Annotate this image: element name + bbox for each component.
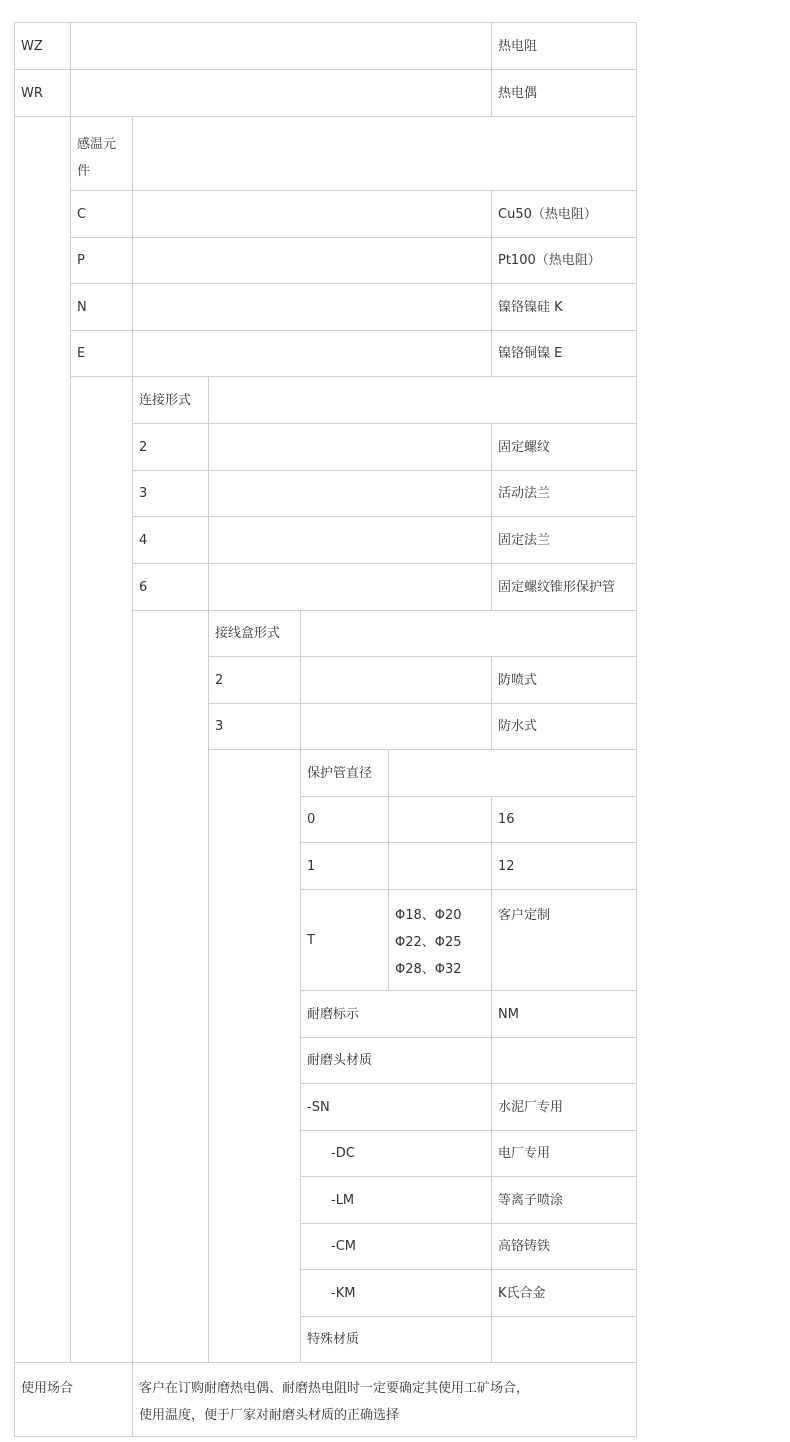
- empty-cell: [491, 1037, 636, 1083]
- junction-code: 3: [208, 703, 300, 749]
- empty-cell: [300, 703, 491, 749]
- material-desc: 高铬铸铁: [491, 1223, 636, 1269]
- indent-column: [70, 376, 132, 1362]
- connection-desc: 固定法兰: [491, 516, 636, 563]
- sensor-desc: Pt100（热电阻）: [491, 237, 636, 283]
- connection-desc: 活动法兰: [491, 470, 636, 516]
- connection-desc: 固定螺纹: [491, 423, 636, 470]
- tube-spec-list: [388, 889, 491, 990]
- material-code: -SN: [300, 1083, 491, 1130]
- empty-cell: [208, 516, 491, 563]
- empty-cell: [70, 69, 491, 116]
- desc-wr: 热电偶: [491, 69, 636, 116]
- material-code: -DC: [300, 1130, 491, 1176]
- connection-code: 2: [132, 423, 208, 470]
- empty-cell: [300, 656, 491, 703]
- empty-cell: [132, 190, 491, 237]
- tube-desc: 客户定制: [491, 889, 636, 990]
- sensor-desc: Cu50（热电阻）: [491, 190, 636, 237]
- sensor-desc: 镍铬镍硅 K: [491, 283, 636, 330]
- code-wz: WZ: [14, 22, 70, 69]
- indent-column: [14, 116, 70, 1362]
- usage-label: 使用场合: [14, 1362, 132, 1437]
- tube-desc: 16: [491, 796, 636, 842]
- material-desc: K氏合金: [491, 1269, 636, 1316]
- empty-cell: [491, 1316, 636, 1362]
- usage-text: [132, 1362, 636, 1437]
- empty-cell: [132, 116, 636, 190]
- empty-cell: [132, 237, 491, 283]
- junction-desc: 防水式: [491, 703, 636, 749]
- wear-label: 耐磨标示: [300, 990, 491, 1037]
- tube-spec: Φ28、Φ32: [395, 962, 462, 977]
- connection-desc: 固定螺纹锥形保护管: [491, 563, 636, 610]
- tube-spec: Φ22、Φ25: [395, 935, 462, 950]
- material-code: -KM: [300, 1269, 491, 1316]
- indent-column: [208, 749, 300, 1362]
- junction-code: 2: [208, 656, 300, 703]
- connection-code: 4: [132, 516, 208, 563]
- empty-cell: [388, 796, 491, 842]
- sensor-desc: 镍铬铜镍 E: [491, 330, 636, 376]
- junction-title: 接线盒形式: [208, 610, 300, 656]
- material-desc: 等离子喷涂: [491, 1176, 636, 1223]
- empty-cell: [388, 842, 491, 889]
- code-wr: WR: [14, 69, 70, 116]
- material-title: 耐磨头材质: [300, 1037, 491, 1083]
- usage-line: 使用温度，便于厂家对耐磨头材质的正确选择: [139, 1408, 400, 1423]
- empty-cell: [132, 283, 491, 330]
- sensor-code: P: [70, 237, 132, 283]
- sensor-code: N: [70, 283, 132, 330]
- sensor-code: E: [70, 330, 132, 376]
- empty-cell: [70, 22, 491, 69]
- empty-cell: [208, 423, 491, 470]
- empty-cell: [388, 749, 636, 796]
- material-code: -LM: [300, 1176, 491, 1223]
- empty-cell: [208, 563, 491, 610]
- connection-code: 3: [132, 470, 208, 516]
- sensor-code: C: [70, 190, 132, 237]
- empty-cell: [132, 330, 491, 376]
- material-code: -CM: [300, 1223, 491, 1269]
- connection-title: 连接形式: [132, 376, 208, 423]
- usage-line: 客户在订购耐磨热电偶、耐磨热电阻时一定要确定其使用工矿场合，: [139, 1381, 530, 1396]
- tube-code: T: [300, 889, 388, 990]
- empty-cell: [300, 610, 636, 656]
- tube-title: 保护管直径: [300, 749, 388, 796]
- sensor-title: 感温元件: [70, 116, 132, 190]
- tube-code: 1: [300, 842, 388, 889]
- empty-cell: [208, 470, 491, 516]
- tube-desc: 12: [491, 842, 636, 889]
- special-material: 特殊材质: [300, 1316, 491, 1362]
- empty-cell: [208, 376, 636, 423]
- table-border-right: [636, 22, 637, 1437]
- material-desc: 水泥厂专用: [491, 1083, 636, 1130]
- wear-value: NM: [491, 990, 636, 1037]
- indent-column: [132, 610, 208, 1362]
- table-border-bottom: [14, 1436, 637, 1437]
- material-desc: 电厂专用: [491, 1130, 636, 1176]
- connection-code: 6: [132, 563, 208, 610]
- tube-spec: Φ18、Φ20: [395, 908, 462, 923]
- desc-wz: 热电阻: [491, 22, 636, 69]
- junction-desc: 防喷式: [491, 656, 636, 703]
- tube-code: 0: [300, 796, 388, 842]
